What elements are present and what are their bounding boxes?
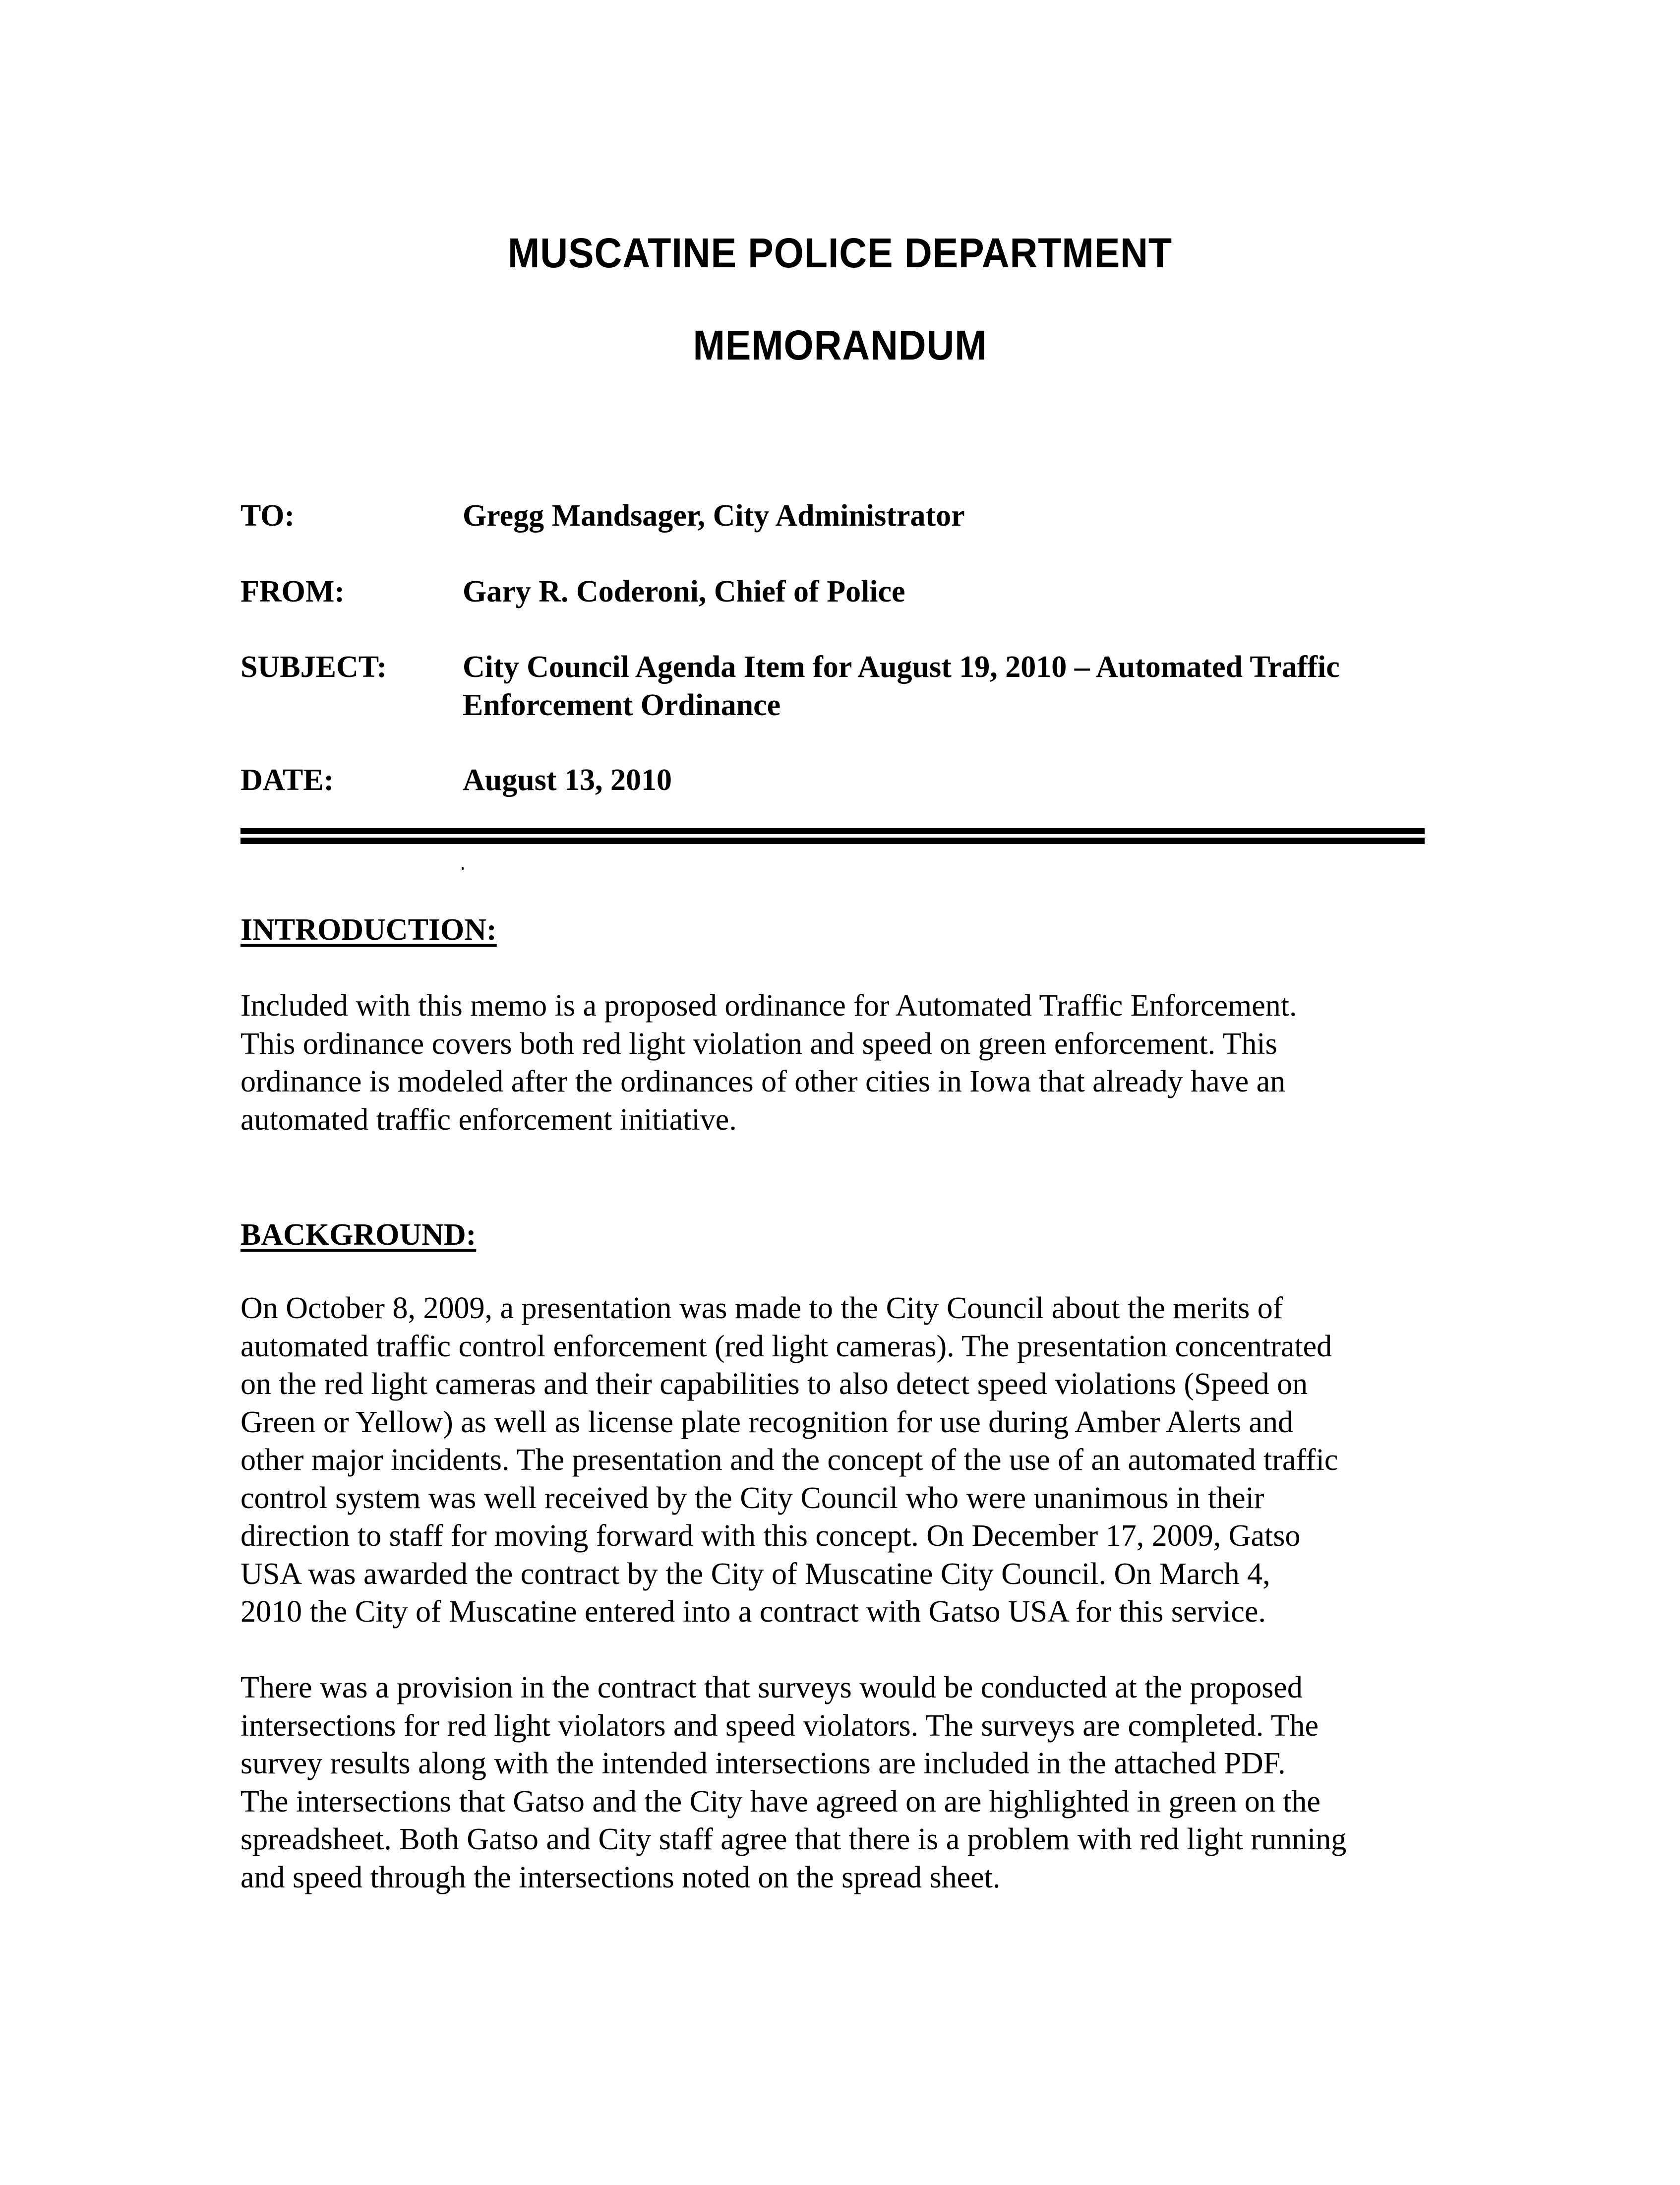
memo-field-value-line: Gregg Mandsager, City Administrator — [463, 499, 965, 533]
paragraph-line: USA was awarded the contract by the City of Muscatine City Council. On March 4, — [240, 1557, 1270, 1591]
paragraph-line: spreadsheet. Both Gatso and City staff agree that there is a problem with red light running — [240, 1822, 1347, 1856]
memo-field-value-line: Enforcement Ordinance — [463, 688, 781, 722]
background-paragraph-2 — [240, 1669, 1440, 1896]
memo-field-value — [463, 573, 1444, 611]
paragraph-line: survey results along with the intended intersections are included in the attached PDF. — [240, 1747, 1286, 1780]
memo-field-value — [463, 497, 1444, 535]
organization-title: MUSCATINE POLICE DEPARTMENT — [507, 230, 1173, 276]
memo-field-value-line: August 13, 2010 — [463, 763, 672, 797]
paragraph-line: This ordinance covers both red light violation and speed on green enforcement. This — [240, 1027, 1277, 1061]
paragraph-line: ordinance is modeled after the ordinances of other cities in Iowa that already have an — [240, 1065, 1286, 1098]
paragraph-line: intersections for red light violators and speed violators. The surveys are completed. The — [240, 1708, 1319, 1743]
header-divider-top — [240, 828, 1425, 834]
background-paragraph-1 — [240, 1289, 1440, 1631]
paragraph-line: The intersections that Gatso and the City have agreed on are highlighted in green on the — [240, 1784, 1320, 1819]
paragraph-line: control system was well received by the City Council who were unanimous in their — [240, 1481, 1264, 1515]
paragraph-line: automated traffic enforcement initiative. — [240, 1102, 737, 1137]
memo-field-value-line: City Council Agenda Item for August 19, 2010 – Automated Traffic — [463, 650, 1340, 684]
document-type-title: MEMORANDUM — [693, 322, 987, 368]
paragraph-line: Included with this memo is a proposed ordinance for Automated Traffic Enforcement. — [240, 989, 1297, 1023]
header-divider-bottom — [240, 838, 1425, 844]
memo-field-label: SUBJECT: — [240, 650, 387, 684]
paragraph-line: There was a provision in the contract that surveys would be conducted at the proposed — [240, 1671, 1303, 1704]
introduction-paragraph — [240, 987, 1440, 1139]
paragraph-line: 2010 the City of Muscatine entered into a contract with Gatso USA for this service. — [240, 1595, 1266, 1629]
paragraph-line: and speed through the intersections noted on the spread sheet. — [240, 1860, 1001, 1894]
section-heading-background: BACKGROUND: — [240, 1218, 477, 1252]
paragraph-line: other major incidents. The presentation and the concept of the use of an automated traffic — [240, 1443, 1338, 1477]
memo-field-label: DATE: — [240, 763, 334, 797]
memo-field-value-line: Gary R. Coderoni, Chief of Police — [463, 575, 905, 608]
paragraph-line: on the red light cameras and their capabilities to also detect speed violations (Speed on — [240, 1367, 1308, 1401]
memo-field-value — [463, 648, 1444, 725]
memo-field-label: TO: — [240, 499, 295, 533]
paragraph-line: On October 8, 2009, a presentation was made to the City Council about the merits of — [240, 1291, 1283, 1325]
paragraph-line: direction to staff for moving forward with this concept. On December 17, 2009, Gatso — [240, 1519, 1301, 1553]
section-heading-introduction: INTRODUCTION: — [240, 913, 497, 947]
scan-speck — [462, 867, 464, 870]
memo-field-label: FROM: — [240, 575, 345, 608]
paragraph-line: automated traffic control enforcement (red light cameras). The presentation concentrated — [240, 1329, 1332, 1363]
paragraph-line: Green or Yellow) as well as license plate recognition for use during Amber Alerts and — [240, 1405, 1293, 1439]
memo-field-value — [463, 761, 1444, 799]
